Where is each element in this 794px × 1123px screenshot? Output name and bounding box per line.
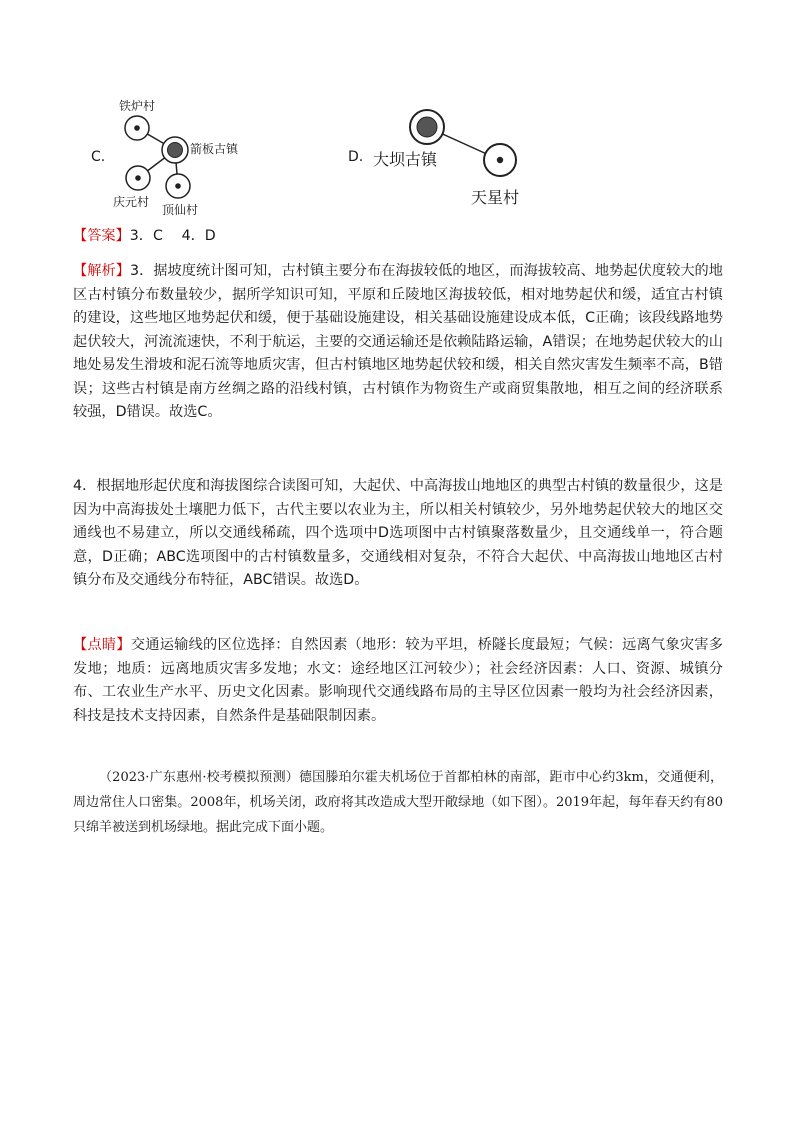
node-qingyuan-icon — [126, 166, 150, 190]
node-dingxian-icon — [166, 174, 190, 198]
answer-text: 3．C 4．D — [129, 228, 216, 244]
comment-tag: 【点睛】 — [73, 637, 131, 653]
node-label-tielu: 铁炉村 — [119, 99, 156, 113]
node-label-jianban: 箭板古镇 — [190, 142, 239, 156]
question-stem: （2023·广东惠州·校考模拟预测）德国滕珀尔霍夫机场位于首都柏林的南部，距市中心约3km，交通便利，周边常住人口密集。2008年，机场关闭，政府将其改造成大型开敞绿地（如下图）。2019年起，每年春天约有80只绵羊被送到机场绿地。据此完成下面小题。 — [73, 770, 723, 835]
option-d-label: D. — [348, 149, 364, 165]
analysis-q4: 4．根据地形起伏度和海拔图综合读图可知，大起伏、中高海拔山地地区的典型古村镇的数量很少，这是因为中高海拔处土壤肥力低下，古代主要以农业为主，所以相关村镇较少，另外地势起伏较大的地区交通线也不易建立，所以交通线稀疏，四个选项中D选项图中古村镇聚落数量少，且交通线单一，符合题意，D正确；ABC选项图中的古村镇数量多，交通线相对复杂，不符合大起伏、中高海拔山地地区古村镇分布及交通线分布特征，ABC错误。故选D。 — [73, 478, 723, 588]
node-label-daba: 大坝古镇 — [373, 150, 438, 169]
node-tianxing-icon — [484, 144, 516, 176]
option-c-label: C. — [91, 149, 106, 165]
node-tielu-icon — [125, 116, 149, 140]
node-daba-icon — [410, 110, 444, 144]
analysis-tag: 【解析】 — [73, 263, 130, 279]
comment-text: 交通运输线的区位选择：自然因素（地形：较为平坦，桥隧长度最短；气候：远离气象灾害多发地；地质：远离地质灾害多发地；水文：途经地区江河较少）；社会经济因素：人口、资源、城镇分布、工农业生产水平、历史文化因素。影响现代交通线路布局的主导区位因素一般均为社会经济因素，科技是技术支持因素，自然条件是基础限制因素。 — [73, 637, 723, 724]
node-jianban-icon — [162, 137, 188, 163]
analysis-q3 — [73, 260, 723, 425]
node-label-qingyuan: 庆元村 — [113, 195, 150, 209]
comment — [73, 634, 723, 728]
node-label-dingxian: 顶仙村 — [162, 203, 199, 217]
analysis-q3-text: 3．据坡度统计图可知，古村镇主要分布在海拔较低的地区，而海拔较高、地势起伏度较大的地区古村镇分布数量较少，据所学知识可知，平原和丘陵地区海拔较低，相对地势起伏和缓，适宜古村镇的建设，这些地区地势起伏和缓，便于基础设施建设，相关基础设施建设成本低，C正确；该段线路地势起伏较大，河流流速快，不利于航运，主要的交通运输还是依赖陆路运输，A错误；在地势起伏较大的山地处易发生滑坡和泥石流等地质灾害，但古村镇地区地势起伏较和缓，相关自然灾害发生频率不高，B错误；这些古村镇是南方丝绸之路的沿线村镇，古村镇作为物资生产或商贸集散地，相互之间的经济联系较强，D错误。故选C。 — [73, 263, 723, 420]
node-label-tianxing: 天星村 — [471, 188, 520, 207]
answer-line — [73, 225, 723, 249]
answer-tag: 【答案】 — [73, 228, 130, 244]
